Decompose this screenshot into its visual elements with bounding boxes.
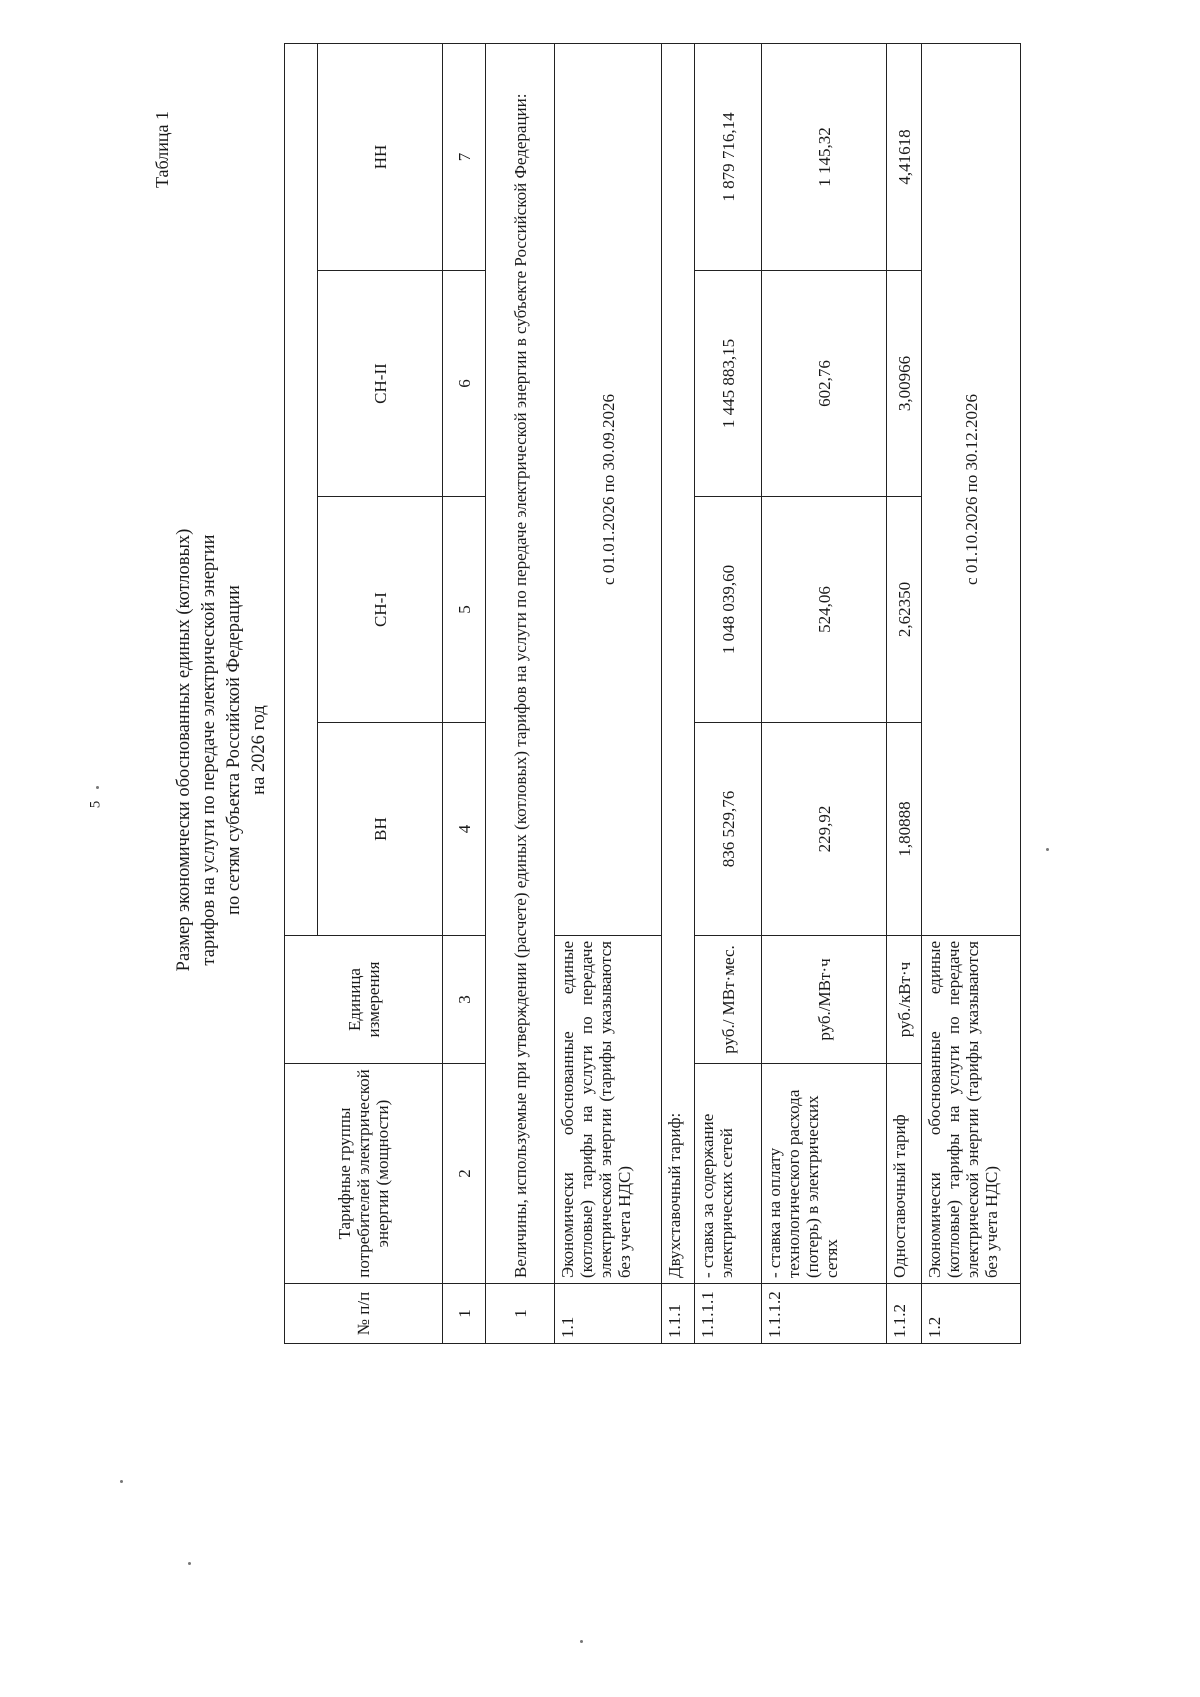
header-vn: ВН [318,723,443,936]
scan-speck [120,1480,123,1483]
unit-cell: руб./ МВт·мес. [695,936,762,1064]
row-name: Экономически обоснованные единые (котловые) тарифы на услуги по передаче электрической энергии (тарифы указываются без учета НДС) [922,936,1021,1284]
value-sn1: 2,62350 [887,497,922,723]
table-row-1-2 [922,44,1021,1344]
header-sn2: СН-II [318,271,443,497]
row-num: 1 [486,1284,555,1344]
scan-speck [580,1640,583,1643]
header-nn: НН [318,44,443,271]
value-vn: 229,92 [762,723,887,936]
col-number: 6 [443,271,486,497]
row-name: - ставка за содержание электрических сетей [695,1064,762,1284]
row-name: Одноставочный тариф [887,1064,922,1284]
header-sn1: СН-I [318,497,443,723]
section-heading: Величины, используемые при утверждении (расчете) единых (котловых) тарифов на услуги по передаче электрической энергии в субъекте Российской Федерации: [486,44,555,1284]
row-num: 1.2 [922,1284,1021,1344]
col-number: 4 [443,723,486,936]
table-row-1-1-1-1 [695,44,762,1344]
value-vn: 836 529,76 [695,723,762,936]
row-num: 1.1.1.2 [762,1284,887,1344]
value-vn: 1,80888 [887,723,922,936]
period-label: с 01.10.2026 по 30.12.2026 [922,44,1021,936]
unit-cell: руб./кВт·ч [887,936,922,1064]
scan-speck [96,786,99,789]
title-line-4: на 2026 год [249,705,269,795]
rotated-page-content [152,0,1200,1510]
row-name: Двухставочный тариф: [662,44,695,1284]
table-label: Таблица 1 [152,111,172,188]
col-number: 2 [443,1064,486,1284]
col-number: 7 [443,44,486,271]
section-row-1 [486,44,555,1344]
value-sn2: 602,76 [762,271,887,497]
table-row-1-1-2 [887,44,922,1344]
col-number: 3 [443,936,486,1064]
row-num: 1.1 [555,1284,662,1344]
unit-cell: руб./МВт·ч [762,936,887,1064]
table-row-1-1-1 [662,44,695,1344]
row-name: - ставка на оплату технологического расхода (потерь) в электрических сетях [762,1064,887,1284]
row-name: Экономически обоснованные единые (котловые) тарифы на услуги по передаче электрической энергии (тарифы указываются без учета НДС) [555,936,662,1284]
title-line-1: Размер экономически обоснованных единых (котловых) [174,528,194,972]
value-sn1: 1 048 039,60 [695,497,762,723]
value-sn1: 524,06 [762,497,887,723]
column-number-row [443,44,486,1344]
scan-speck [1046,848,1049,851]
page-number: 5 [87,800,104,809]
header-group: Тарифные группы потребителей электрической энергии (мощности) [285,1064,443,1284]
table-row-1-1 [555,44,662,1344]
row-num: 1.1.1.1 [695,1284,762,1344]
table-row-1-1-1-2 [762,44,887,1344]
title-line-2: тарифов на услуги по передаче электрической энергии [199,534,219,966]
row-num: 1.1.1 [662,1284,695,1344]
header-unit: Единица измерения [285,936,443,1064]
scan-speck [188,1562,191,1565]
value-nn: 4,41618 [887,44,922,271]
header-voltage-span [285,44,318,936]
row-num: 1.1.2 [887,1284,922,1344]
header-num: № п/п [285,1284,443,1344]
tariff-table [284,43,1021,1344]
value-sn2: 1 445 883,15 [695,271,762,497]
value-sn2: 3,00966 [887,271,922,497]
period-label: с 01.01.2026 по 30.09.2026 [555,44,662,936]
col-number: 5 [443,497,486,723]
header-row [285,44,318,1344]
title-line-3: по сетям субъекта Российской Федерации [224,585,244,915]
col-number: 1 [443,1284,486,1344]
document-title [172,0,272,1510]
value-nn: 1 145,32 [762,44,887,271]
value-nn: 1 879 716,14 [695,44,762,271]
